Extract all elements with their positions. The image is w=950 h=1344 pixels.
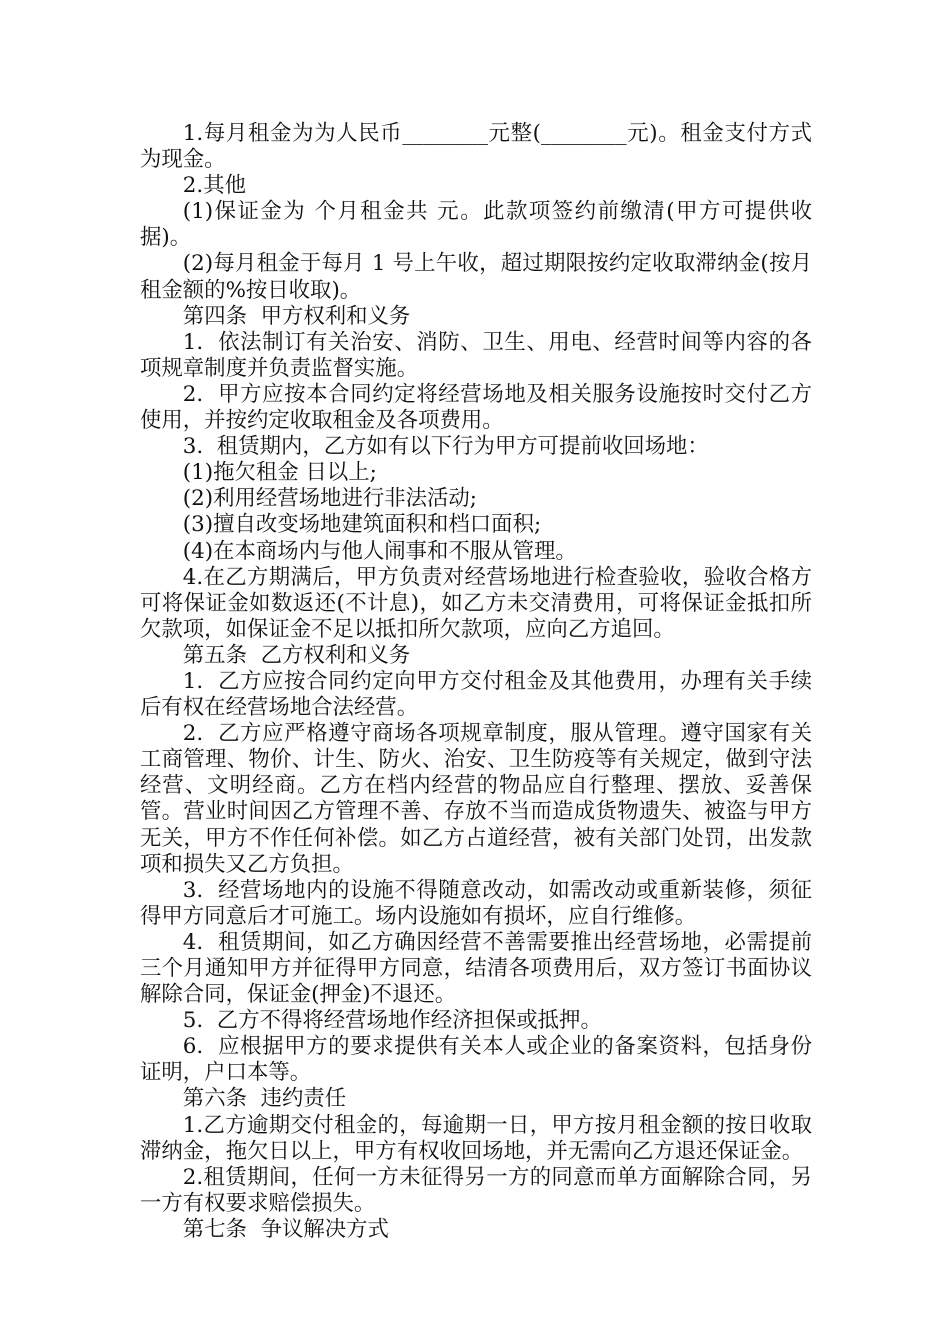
article-6-heading: 第六条 违约责任	[182, 1086, 347, 1112]
article-4-item-3: 3. 租赁期内，乙方如有以下行为甲方可提前收回场地：	[182, 434, 709, 460]
article-7-heading: 第七条 争议解决方式	[182, 1216, 389, 1242]
article-4-subitem-3: (3)擅自改变场地建筑面积和档口面积;	[182, 512, 542, 538]
article-6-item-1: 1.乙方逾期交付租金的，每逾期一日，甲方按月租金额的按日收取滞纳金，拖欠日以上，甲方有权收回场地，并无需向乙方退还保证金。	[140, 1112, 812, 1164]
article-5-item-6: 6. 应根据甲方的要求提供有关本人或企业的备案资料，包括身份证明，户口本等。	[140, 1034, 812, 1086]
article-4-subitem-2: (2)利用经营场地进行非法活动;	[182, 486, 477, 512]
rent-amount-paragraph: 1.每月租金为为人民币________元整(________元)。租金支付方式为现金。	[140, 121, 812, 173]
other-heading: 2.其他	[182, 173, 246, 199]
document-body	[140, 121, 812, 1243]
article-5-item-2: 2. 乙方应严格遵守商场各项规章制度，服从管理。遵守国家有关工商管理、物价、计生、防火、治安、卫生防疫等有关规定，做到守法经营、文明经商。乙方在档内经营的物品应自行整理、摆放、妥善保管。营业时间因乙方管理不善、存放不当而造成货物遗失、被盗与甲方无关，甲方不作任何补偿。如乙方占道经营，被有关部门处罚，出发款项和损失又乙方负担。	[140, 721, 812, 877]
article-5-item-3: 3. 经营场地内的设施不得随意改动，如需改动或重新装修，须征得甲方同意后才可施工。场内设施如有损坏，应自行维修。	[140, 877, 812, 929]
article-4-item-2: 2. 甲方应按本合同约定将经营场地及相关服务设施按时交付乙方使用，并按约定收取租金及各项费用。	[140, 381, 812, 434]
late-fee-paragraph: (2)每月租金于每月 1 号上午收，超过期限按约定收取滞纳金(按月租金额的%按日收取)。	[140, 251, 812, 303]
article-5-item-1: 1. 乙方应按合同约定向甲方交付租金及其他费用，办理有关手续后有权在经营场地合法经营。	[140, 668, 812, 721]
article-5-heading: 第五条 乙方权利和义务	[182, 642, 411, 668]
article-4-item-1: 1. 依法制订有关治安、消防、卫生、用电、经营时间等内容的各项规章制度并负责监督实施。	[140, 329, 812, 381]
article-4-subitem-4: (4)在本商场内与他人闹事和不服从管理。	[182, 538, 577, 564]
article-4-heading: 第四条 甲方权利和义务	[182, 303, 411, 329]
deposit-paragraph: (1)保证金为 个月租金共 元。此款项签约前缴清(甲方可提供收据)。	[140, 199, 812, 251]
article-4-subitem-1: (1)拖欠租金 日以上;	[182, 460, 377, 486]
article-4-item-4: 4.在乙方期满后，甲方负责对经营场地进行检查验收，验收合格方可将保证金如数返还(不计息)，如乙方未交清费用，可将保证金抵扣所欠款项，如保证金不足以抵扣所欠款项，应向乙方追回。	[140, 564, 812, 642]
article-5-item-5: 5. 乙方不得将经营场地作经济担保或抵押。	[182, 1008, 602, 1034]
article-5-item-4: 4. 租赁期间，如乙方确因经营不善需要推出经营场地，必需提前三个月通知甲方并征得甲方同意，结清各项费用后，双方签订书面协议解除合同，保证金(押金)不退还。	[140, 929, 812, 1008]
article-6-item-2: 2.租赁期间，任何一方未征得另一方的同意而单方面解除合同，另一方有权要求赔偿损失。	[140, 1164, 812, 1216]
